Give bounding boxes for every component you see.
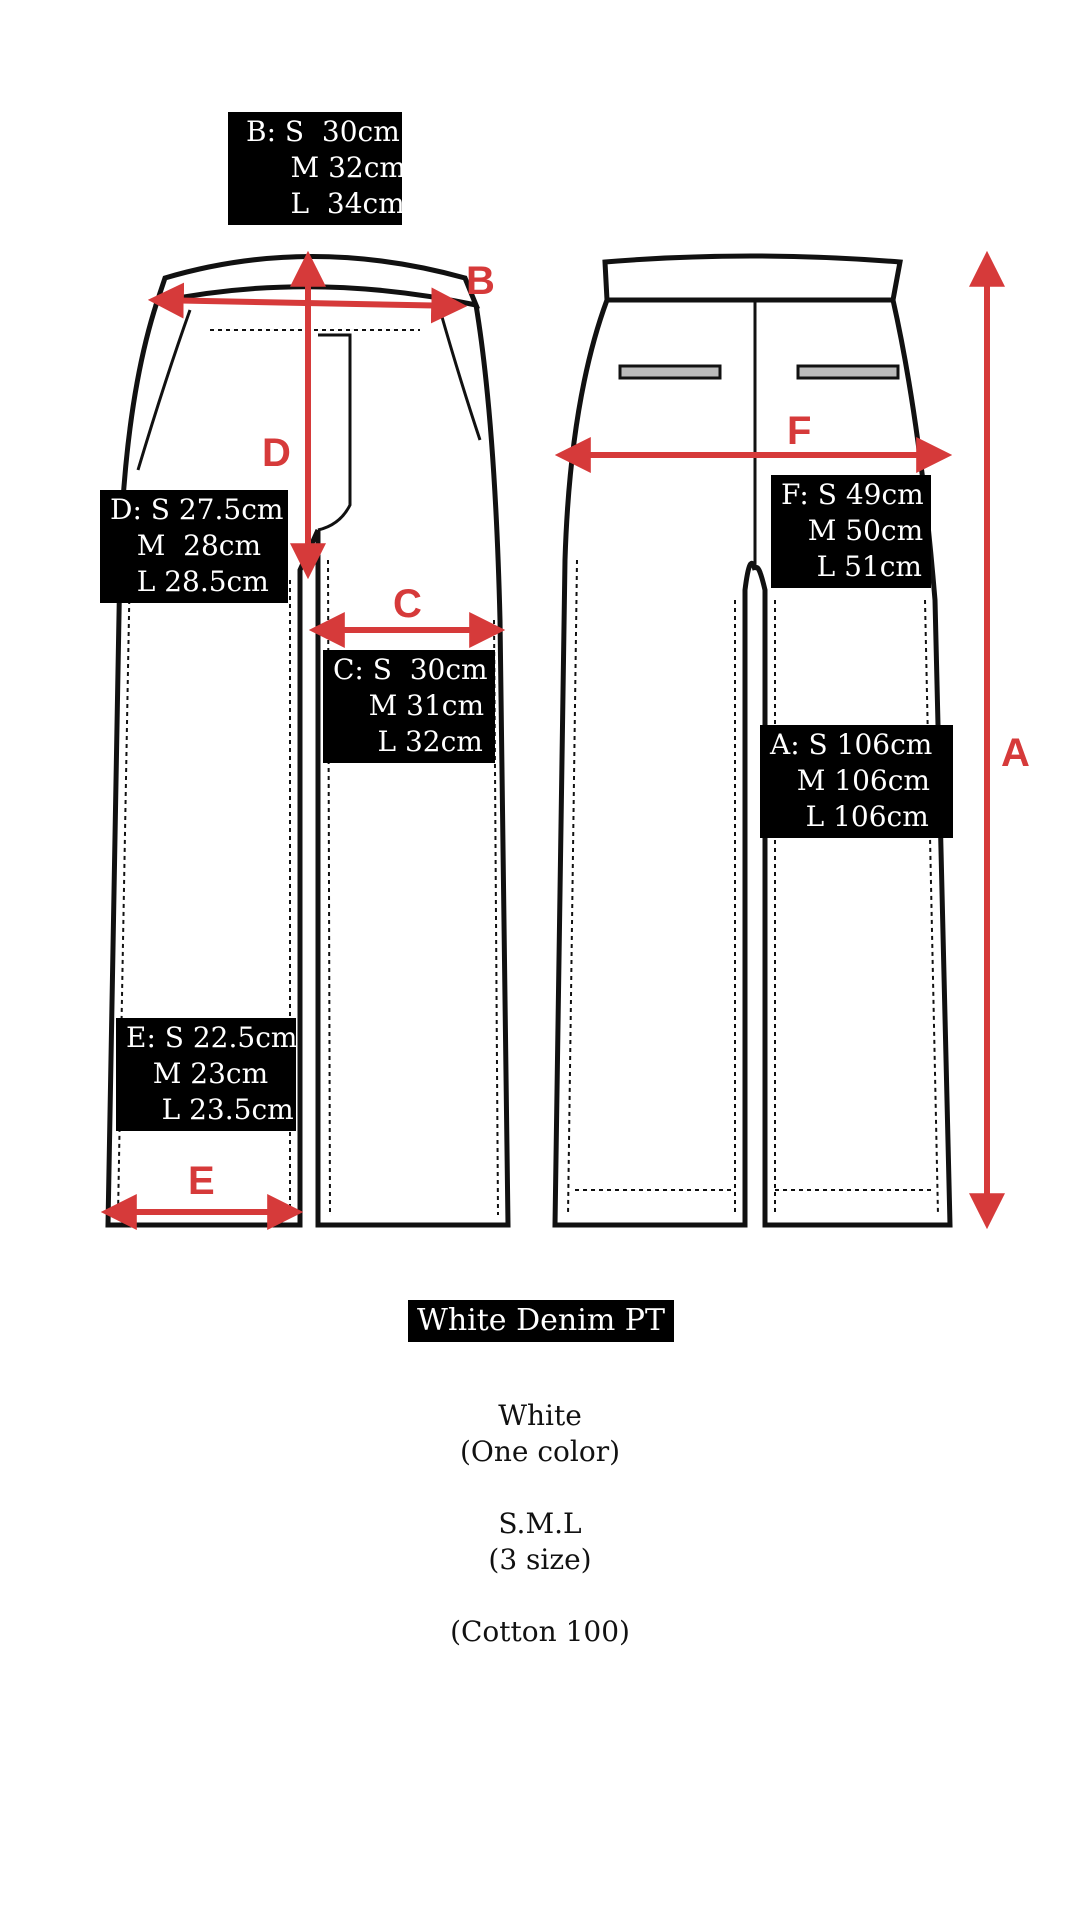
product-title: White Denim PT [408, 1300, 674, 1342]
back-left-welt-pocket [620, 366, 720, 378]
product-color-note: (One color) [459, 1435, 621, 1468]
measurement-f-m: M 50cm [781, 514, 924, 547]
letter-f: F [787, 409, 812, 453]
measurement-c-s: C: S 30cm [333, 653, 488, 686]
measurement-d-l: L 28.5cm [110, 565, 269, 598]
product-fabric: (Cotton 100) [450, 1615, 630, 1648]
product-sizes-note: (3 size) [488, 1543, 592, 1576]
measurement-d-s: D: S 27.5cm [110, 493, 284, 526]
product-sizes: S.M.L [498, 1507, 582, 1540]
letter-d: D [262, 431, 291, 475]
measurement-e-l: L 23.5cm [126, 1093, 294, 1126]
measurement-e-m: M 23cm [126, 1057, 269, 1090]
measurement-e-box [116, 1018, 296, 1131]
front-right-leg [318, 305, 508, 1225]
measurement-c-l: L 32cm [333, 725, 483, 758]
measurement-b-box [228, 112, 406, 225]
back-waistband [605, 256, 900, 300]
measurement-b-l: L 34cm [246, 187, 405, 220]
letter-a: A [1001, 731, 1030, 775]
measurement-f-box [771, 475, 931, 588]
measurement-a-l: L 106cm [770, 800, 929, 833]
measurement-a-m: M 106cm [770, 764, 930, 797]
measurement-c-box [323, 650, 495, 763]
measurement-d-m: M 28cm [110, 529, 262, 562]
measurement-b-s: B: S 30cm [246, 115, 400, 148]
measurement-f-l: L 51cm [781, 550, 922, 583]
back-right-welt-pocket [798, 366, 898, 378]
front-waistband [157, 257, 476, 306]
measurement-a-s: A: S 106cm [770, 728, 933, 761]
measurement-d-box [100, 490, 288, 603]
letter-b: B [466, 259, 495, 303]
measurement-f-s: F: S 49cm [781, 478, 924, 511]
measurement-a-box [760, 725, 953, 838]
letter-e: E [188, 1159, 215, 1203]
measurement-e-s: E: S 22.5cm [126, 1021, 298, 1054]
back-left-leg [555, 300, 755, 1225]
measurement-c-m: M 31cm [333, 689, 485, 722]
product-color: White [498, 1399, 582, 1432]
measurement-b-m: M 32cm [246, 151, 406, 184]
letter-c: C [393, 582, 422, 626]
